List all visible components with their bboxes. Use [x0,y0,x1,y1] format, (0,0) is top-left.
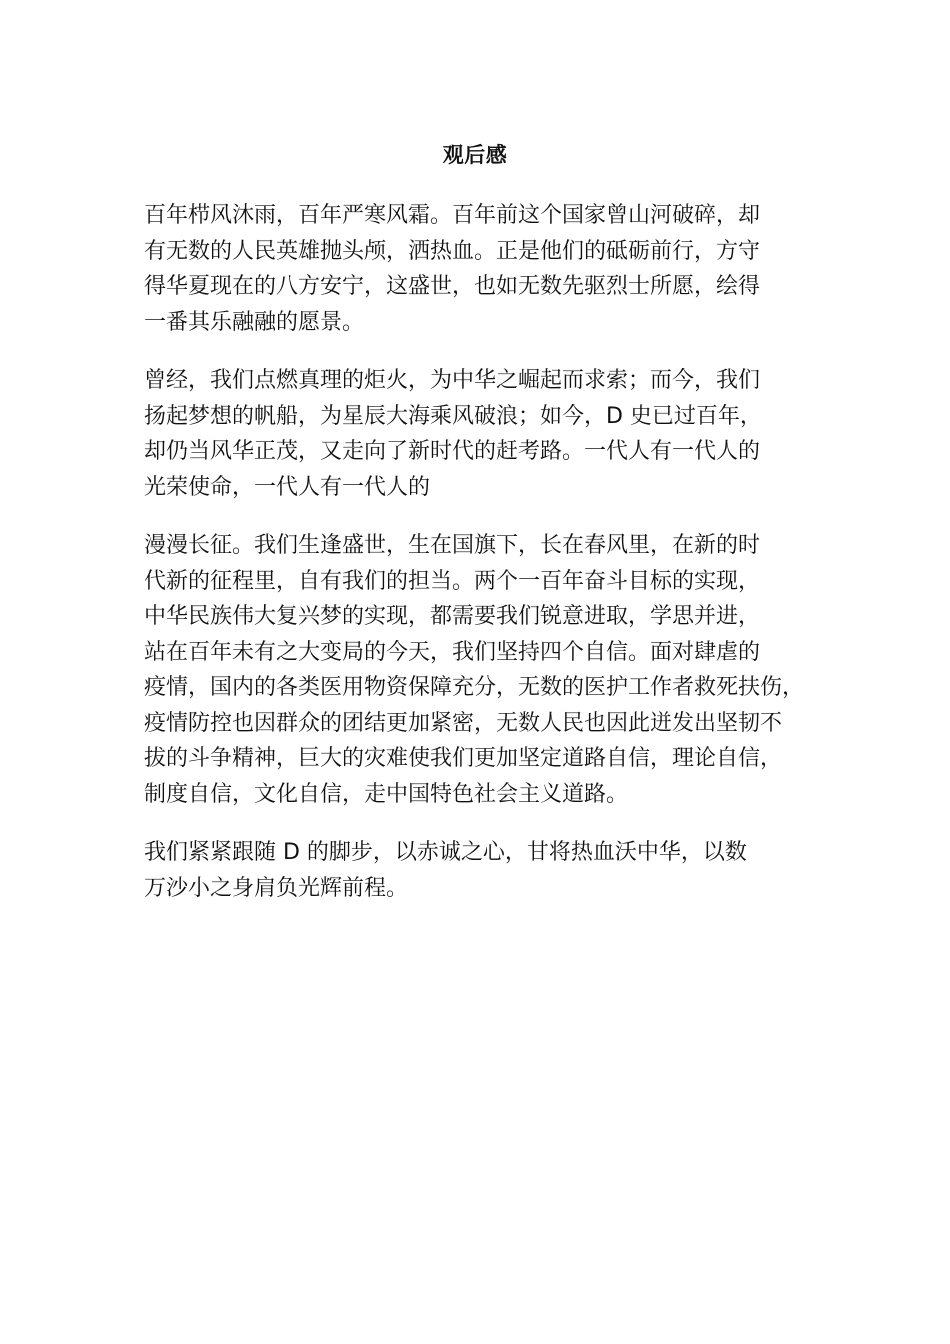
paragraph-line: 中华民族伟大复兴梦的实现，都需要我们锐意进取，学思并进， [144,604,761,629]
paragraph-line: 制度自信，文化自信，走中国特色社会主义道路。 [144,781,629,807]
paragraph-line: 我们紧紧跟随 D 的脚步，以赤诚之心，甘将热血沃中华，以数 [144,840,747,865]
paragraph-line: 百年栉风沐雨，百年严寒风霜。百年前这个国家曾山河破碎，却 [144,203,761,228]
document-title: 观后感 [442,143,508,167]
paragraph-line: 一番其乐融融的愿景。 [144,309,365,335]
paragraph-1 [144,198,844,340]
paragraph-line: 站在百年未有之大变局的今天，我们坚持四个自信。面对肆虐的 [144,639,761,665]
paragraph-2 [144,363,844,505]
paragraph-line: 扬起梦想的帆船，为星辰大海乘风破浪；如今，D 史已过百年， [144,403,762,429]
paragraph-line: 曾经，我们点燃真理的炬火，为中华之崛起而求索；而今，我们 [144,368,761,393]
paragraph-line: 疫情，国内的各类医用物资保障充分，无数的医护工作者救死扶伤， [144,675,805,700]
paragraph-line: 疫情防控也因群众的团结更加紧密，无数人民也因此迸发出坚韧不 [144,710,783,736]
paragraph-line: 有无数的人民英雄抛头颅，洒热血。正是他们的砥砺前行，方守 [144,238,761,264]
paragraph-line: 拔的斗争精神，巨大的灾难使我们更加坚定道路自信，理论自信， [144,746,783,771]
paragraph-4 [144,835,844,906]
paragraph-3 [144,528,844,812]
paragraph-line: 光荣使命，一代人有一代人的 [144,474,431,500]
paragraph-line: 万沙小之身肩负光辉前程。 [144,875,409,901]
paragraph-line: 却仍当风华正茂，又走向了新时代的赶考路。一代人有一代人的 [144,439,761,464]
paragraph-line: 得华夏现在的八方安宁，这盛世，也如无数先驱烈士所愿，绘得 [144,274,761,299]
document-body [144,198,844,929]
paragraph-line: 漫漫长征。我们生逢盛世，生在国旗下，长在春风里，在新的时 [144,533,761,558]
paragraph-line: 代新的征程里，自有我们的担当。两个一百年奋斗目标的实现， [144,568,761,594]
